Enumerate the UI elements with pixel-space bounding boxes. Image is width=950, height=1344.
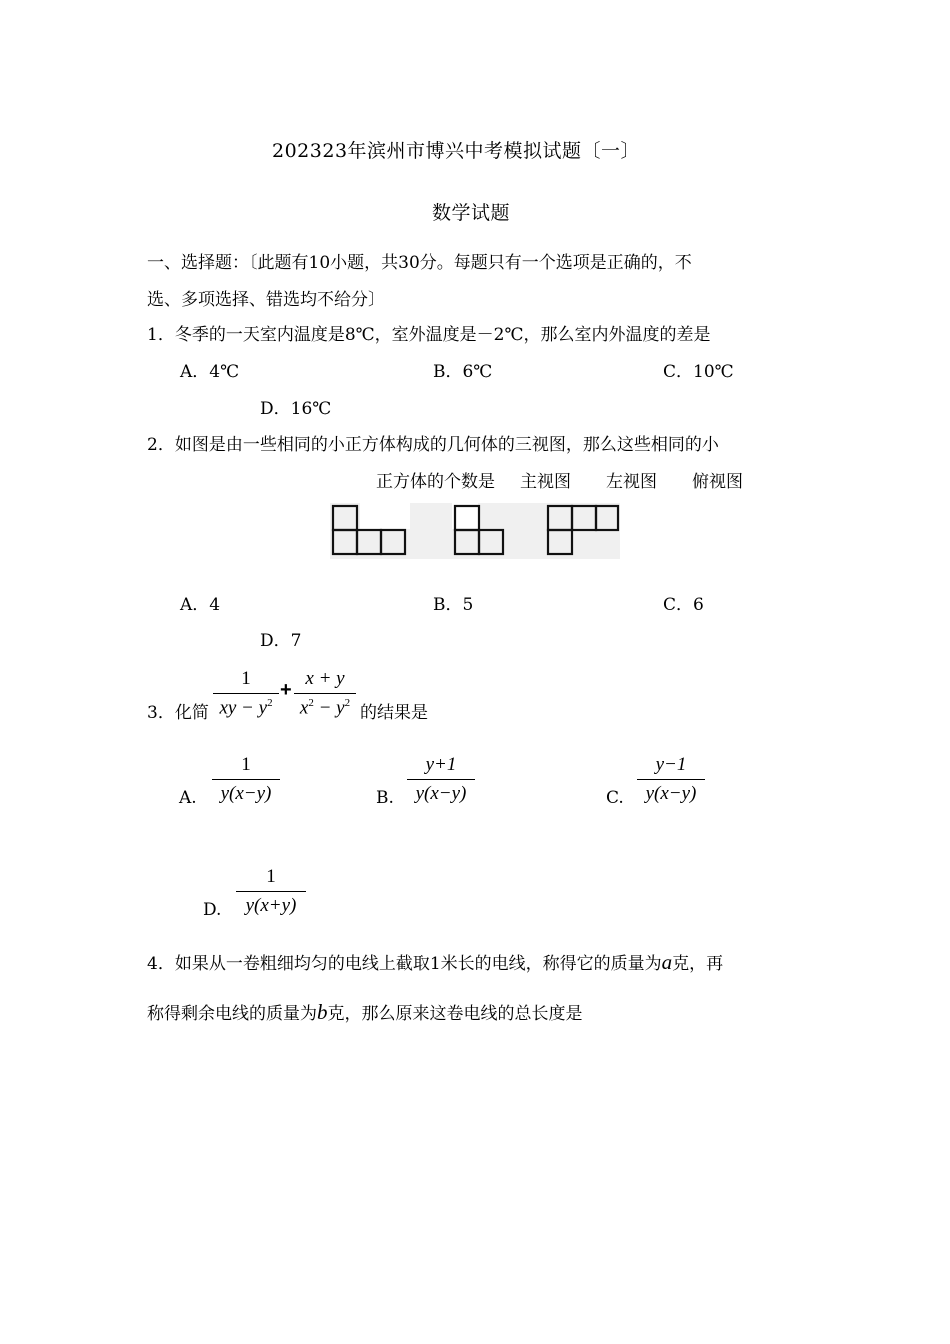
variable-a: a [661, 950, 673, 974]
question-4-line2: 称得剩余电线的质量为b克，那么原来这卷电线的总长度是 [147, 1000, 583, 1024]
q3-option-b-fraction: y+1 y(x−y) [407, 754, 475, 805]
q3-fraction-2: x + y $x^2 - y^2$ [294, 668, 356, 719]
view-label-top: 俯视图 [692, 472, 743, 492]
question-2-option-a: A．4 [180, 595, 221, 615]
three-views-figure [330, 503, 620, 559]
q3-option-b-letter: B. [376, 788, 394, 808]
q3-option-d-fraction: 1 y(x+y) [236, 866, 306, 917]
question-3-suffix: 的结果是 [360, 703, 428, 723]
view-label-left: 左视图 [606, 472, 657, 492]
section-instruction-line2: 选、多项选择、错选均不给分〕 [147, 290, 385, 310]
q3-option-d-letter: D. [203, 900, 222, 920]
section-instruction-line1: 一、选择题：〔此题有10小题，共30分。每题只有一个选项是正确的，不 [147, 253, 692, 273]
question-1-option-d: D．16℃ [260, 399, 332, 419]
variable-b: b [317, 1000, 328, 1024]
q3-option-a-letter: A. [179, 788, 197, 808]
question-1-stem: 1．冬季的一天室内温度是8℃，室外温度是－2℃，那么室内外温度的差是 [147, 325, 711, 345]
q3-option-c-letter: C. [606, 788, 624, 808]
question-2-stem-line1: 2．如图是由一些相同的小正方体构成的几何体的三视图，那么这些相同的小 [147, 435, 719, 455]
q3-fraction-1: 1 xy − $y^2$ [213, 668, 279, 719]
q3-plus-sign: + [280, 679, 292, 701]
question-1-option-a: A．4℃ [180, 362, 240, 382]
question-2-option-c: C．6 [663, 595, 704, 615]
view-label-front: 主视图 [520, 472, 571, 492]
question-2-option-b: B．5 [433, 595, 474, 615]
question-2-stem-line2: 正方体的个数是 [376, 472, 495, 492]
page-subtitle: 数学试题 [432, 202, 511, 224]
q3-option-a-fraction: 1 y(x−y) [212, 754, 280, 805]
page-title: 202323年滨州市博兴中考模拟试题〔一〕 [272, 140, 641, 162]
question-3-prefix: 3．化简 [147, 703, 209, 723]
question-1-option-c: C．10℃ [663, 362, 734, 382]
question-4-line1: 4．如果从一卷粗细均匀的电线上截取1米长的电线，称得它的质量为a克，再 [147, 950, 724, 974]
question-2-option-d: D．7 [260, 631, 302, 651]
question-1-option-b: B．6℃ [433, 362, 493, 382]
q3-option-c-fraction: y−1 y(x−y) [637, 754, 705, 805]
